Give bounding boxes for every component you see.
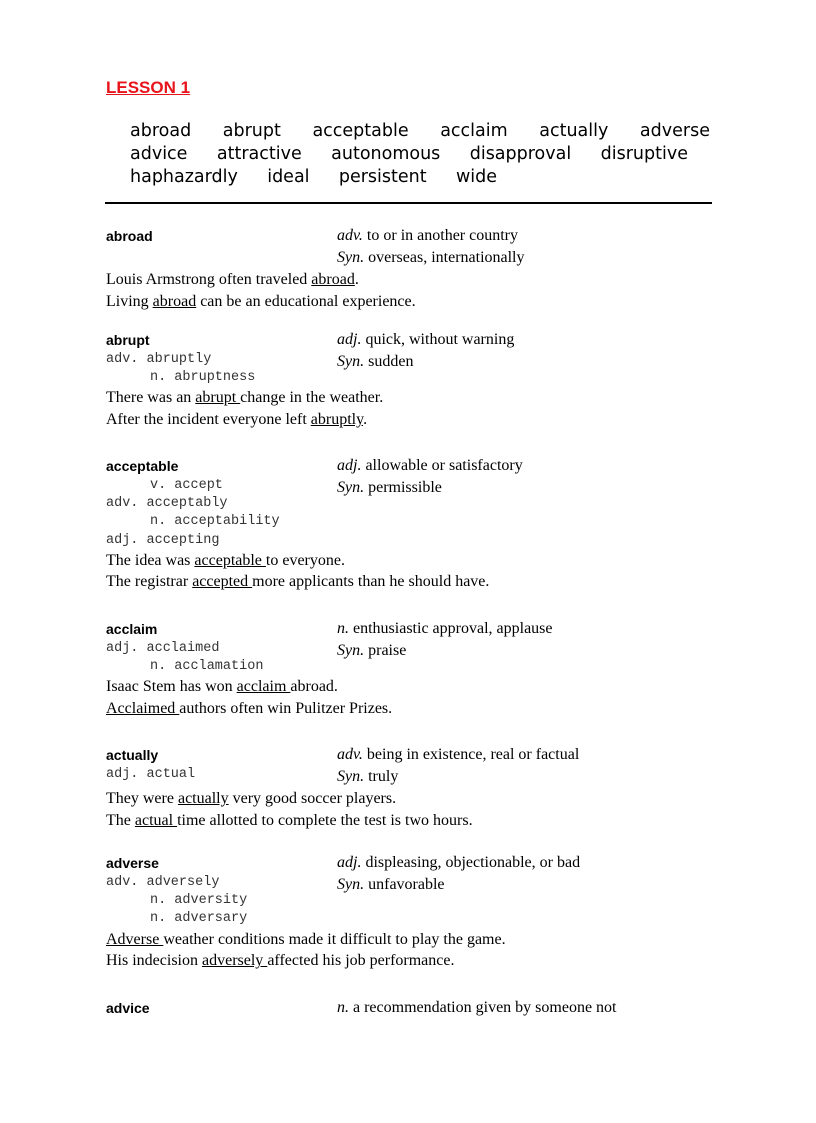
example-sentence: The registrar accepted more applicants than he should have. xyxy=(106,573,490,591)
synonym-label: Syn. xyxy=(337,353,365,370)
word-form: n. acceptability xyxy=(150,514,280,530)
underlined-word: abroad xyxy=(152,292,197,310)
example-sentence: Living abroad can be an educational experience. xyxy=(106,292,416,310)
synonym-text: unfavorable xyxy=(364,876,445,893)
definition xyxy=(337,225,706,247)
underlined-word: abrupt xyxy=(195,389,241,407)
underlined-word: actually xyxy=(177,790,229,807)
headword: abrupt xyxy=(106,332,150,348)
example-sentence: The actual time allotted to complete the test is two hours. xyxy=(106,811,473,829)
word-form: n. adversary xyxy=(150,911,248,927)
definition-text: allowable or satisfactory xyxy=(361,457,523,474)
part-of-speech: adv. xyxy=(337,746,363,763)
example-sentence: After the incident everyone left abruptly. xyxy=(106,410,368,428)
synonyms xyxy=(337,640,706,662)
definition xyxy=(337,744,706,766)
underlined-word: accepted xyxy=(192,573,253,591)
word-form: n. acclamation xyxy=(150,659,264,675)
word-bank-row xyxy=(130,120,710,143)
synonym-label: Syn. xyxy=(337,479,365,496)
synonym-text: praise xyxy=(364,642,407,659)
word-bank-row xyxy=(130,143,688,166)
vocab-entry-adverse xyxy=(106,852,706,972)
vocab-entry-acceptable xyxy=(106,455,706,593)
headword: acclaim xyxy=(106,621,158,637)
word-form: n. adversity xyxy=(150,893,248,909)
definition-text: quick, without warning xyxy=(361,331,515,348)
headword: adverse xyxy=(106,855,159,871)
definition xyxy=(337,329,706,351)
definition xyxy=(337,618,706,640)
word-bank-item: acclaim xyxy=(440,121,508,141)
example-sentence: Acclaimed authors often win Pulitzer Prizes. xyxy=(106,699,393,717)
underlined-word: adversely xyxy=(202,952,268,970)
word-bank-item: autonomous xyxy=(331,144,441,164)
synonym-label: Syn. xyxy=(337,642,365,659)
word-form: adv. acceptably xyxy=(106,496,228,512)
part-of-speech: adj. xyxy=(337,854,362,871)
example-sentence: Louis Armstrong often traveled abroad. xyxy=(106,271,359,288)
synonym-text: permissible xyxy=(364,479,442,496)
word-bank-item: wide xyxy=(455,167,497,187)
definition-text: a recommendation given by someone not xyxy=(349,999,617,1016)
word-form: adj. acclaimed xyxy=(106,641,220,656)
part-of-speech: adj. xyxy=(337,457,362,474)
example-sentence: Isaac Stem has won acclaim abroad. xyxy=(106,678,338,696)
synonym-text: sudden xyxy=(364,353,414,370)
headword: abroad xyxy=(106,228,153,244)
synonym-label: Syn. xyxy=(337,768,365,785)
word-form: adj. accepting xyxy=(106,532,220,548)
word-bank-item: disapproval xyxy=(469,144,572,164)
synonyms xyxy=(337,874,706,896)
synonym-label: Syn. xyxy=(337,876,365,893)
synonyms xyxy=(337,351,706,373)
word-form: adj. actual xyxy=(106,767,196,782)
part-of-speech: adv. xyxy=(337,227,363,244)
word-form: v. accept xyxy=(150,478,223,493)
example-sentence: Adverse weather conditions made it difficult to play the game. xyxy=(106,930,506,948)
example-sentence: They were actually very good soccer players. xyxy=(106,790,397,807)
vocab-entry-acclaim xyxy=(106,618,706,719)
synonym-text: truly xyxy=(364,768,399,785)
underlined-word: Adverse xyxy=(106,930,164,948)
part-of-speech: n. xyxy=(337,999,349,1016)
vocab-entry-abroad xyxy=(106,225,706,312)
synonyms xyxy=(337,247,706,269)
word-bank-item: abrupt xyxy=(222,121,281,141)
section-divider xyxy=(105,202,712,204)
underlined-word: abroad xyxy=(311,271,355,288)
word-form: adv. adversely xyxy=(106,875,220,890)
example-sentence: The idea was acceptable to everyone. xyxy=(106,551,345,569)
definition xyxy=(337,852,706,874)
underlined-word: Acclaimed xyxy=(106,699,180,717)
word-bank-item: acceptable xyxy=(312,121,409,141)
definition-text: being in existence, real or factual xyxy=(362,746,580,763)
word-bank-item: persistent xyxy=(338,167,427,187)
word-bank-item: ideal xyxy=(267,167,310,187)
part-of-speech: n. xyxy=(337,620,349,637)
definition-text: enthusiastic approval, applause xyxy=(349,620,553,637)
underlined-word: acclaim xyxy=(236,678,291,696)
definition-text: displeasing, objectionable, or bad xyxy=(361,854,581,871)
word-bank-row xyxy=(130,166,497,189)
word-bank-item: actually xyxy=(539,121,609,141)
headword: acceptable xyxy=(106,458,179,474)
definition xyxy=(337,455,706,477)
synonyms xyxy=(337,477,706,499)
underlined-word: abruptly xyxy=(310,410,364,428)
underlined-word: acceptable xyxy=(194,551,266,569)
example-sentence: His indecision adversely affected his job performance. xyxy=(106,952,455,970)
word-bank-item: abroad xyxy=(130,121,192,141)
word-bank-item: adverse xyxy=(639,121,710,141)
word-form: n. abruptness xyxy=(150,370,256,386)
word-bank-item: disruptive xyxy=(600,144,688,164)
word-bank-item: haphazardly xyxy=(130,167,238,187)
headword: actually xyxy=(106,747,159,763)
word-form: adv. abruptly xyxy=(106,352,212,367)
underlined-word: actual xyxy=(134,811,178,829)
vocab-entry-abrupt xyxy=(106,329,706,430)
part-of-speech: adj. xyxy=(337,331,362,348)
definition-text: to or in another country xyxy=(362,227,518,244)
word-bank xyxy=(130,120,710,189)
synonym-text: overseas, internationally xyxy=(364,249,525,266)
word-bank-item: advice xyxy=(130,144,188,164)
vocab-entry-actually xyxy=(106,744,706,831)
synonyms xyxy=(337,766,706,788)
definition xyxy=(337,997,706,1019)
example-sentence: There was an abrupt change in the weather. xyxy=(106,389,384,407)
headword: advice xyxy=(106,1000,150,1016)
lesson-title: LESSON 1 xyxy=(106,78,191,97)
synonym-label: Syn. xyxy=(337,249,365,266)
vocab-entry-advice xyxy=(106,997,706,1019)
word-bank-item: attractive xyxy=(216,144,302,164)
